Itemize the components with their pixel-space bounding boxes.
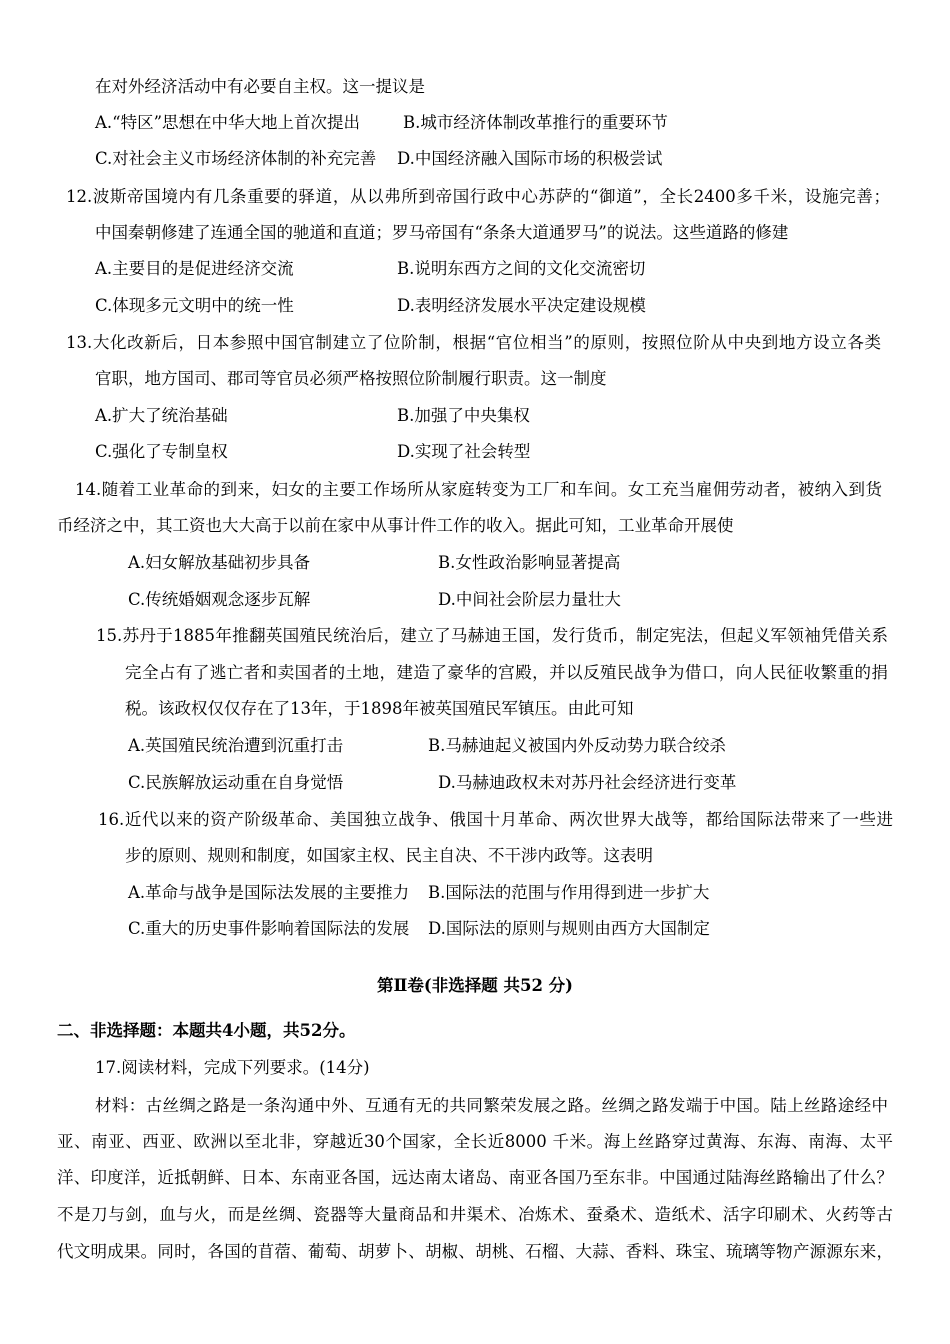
q17-material-line: 不是刀与剑，血与火，而是丝绸、瓷器等大量商品和井渠术、冶炼术、蚕桑术、造纸术、活字印刷术、火药等古	[57, 1205, 893, 1224]
part2-title: 第Ⅱ卷(非选择题 共52 分)	[377, 976, 573, 995]
q14-stem-line: 币经济之中，其工资也大大高于以前在家中从事计件工作的收入。据此可知，工业革命开展使	[57, 516, 734, 535]
q16-option-a: A.革命与战争是国际法发展的主要推力	[128, 883, 410, 902]
q13-stem-line: 13.大化改新后，日本参照中国官制建立了位阶制，根据“官位相当”的原则，按照位阶从中央到地方设立各类	[66, 333, 881, 352]
q11-option-b: B.城市经济体制改革推行的重要环节	[403, 113, 668, 132]
q13-stem-line: 官职，地方国司、郡司等官员必须严格按照位阶制履行职责。这一制度	[95, 369, 607, 388]
q15-option-a: A.英国殖民统治遭到沉重打击	[128, 736, 344, 755]
q17-material-line: 亚、南亚、西亚、欧洲以至北非，穿越近30个国家，全长近8000 千米。海上丝路穿过黄海、东海、南海、太平	[57, 1132, 893, 1151]
q15-option-b: B.马赫迪起义被国内外反动势力联合绞杀	[428, 736, 726, 755]
q12-stem-line: 中国秦朝修建了连通全国的驰道和直道；罗马帝国有“条条大道通罗马”的说法。这些道路的修建	[95, 223, 789, 242]
q16-option-b: B.国际法的范围与作用得到进一步扩大	[428, 883, 710, 902]
q11-option-c: C.对社会主义市场经济体制的补充完善	[95, 149, 377, 168]
q16-stem-line: 16.近代以来的资产阶级革命、美国独立战争、俄国十月革命、两次世界大战等，都给国际法带来了一些进	[98, 810, 893, 829]
q17-material-line: 材料：古丝绸之路是一条沟通中外、互通有无的共同繁荣发展之路。丝绸之路发端于中国。陆上丝路途经中	[95, 1096, 888, 1115]
q11-option-a: A.“特区”思想在中华大地上首次提出	[95, 113, 361, 132]
q16-option-d: D.国际法的原则与规则由西方大国制定	[428, 919, 710, 938]
q14-option-b: B.女性政治影响显著提高	[438, 553, 621, 572]
q12-option-b: B.说明东西方之间的文化交流密切	[397, 259, 646, 278]
q13-option-c: C.强化了专制皇权	[95, 442, 228, 461]
q15-option-d: D.马赫迪政权未对苏丹社会经济进行变革	[438, 773, 737, 792]
q17-prompt: 17.阅读材料，完成下列要求。(14分)	[95, 1058, 370, 1077]
q17-material-line: 代文明成果。同时，各国的苜蓿、葡萄、胡萝卜、胡椒、胡桃、石榴、大蒜、香料、珠宝、琉璃等物产源源东来，	[57, 1242, 893, 1261]
q15-stem-line: 税。该政权仅仅存在了13年，于1898年被英国殖民军镇压。由此可知	[125, 699, 634, 718]
q16-option-c: C.重大的历史事件影响着国际法的发展	[128, 919, 410, 938]
q11-option-d: D.中国经济融入国际市场的积极尝试	[397, 149, 663, 168]
q14-option-a: A.妇女解放基础初步具备	[128, 553, 311, 572]
q16-stem-line: 步的原则、规则和制度，如国家主权、民主自决、不干涉内政等。这表明	[125, 846, 653, 865]
q14-stem-line: 14.随着工业革命的到来，妇女的主要工作场所从家庭转变为工厂和车间。女工充当雇佣劳动者，被纳入到货	[75, 480, 882, 499]
q12-option-d: D.表明经济发展水平决定建设规模	[397, 296, 646, 315]
q13-option-a: A.扩大了统治基础	[95, 406, 228, 425]
q17-material-line: 洋、印度洋，近抵朝鲜、日本、东南亚各国，远达南太诸岛、南亚各国乃至东非。中国通过陆海丝路输出了什么？	[57, 1168, 893, 1187]
q14-option-d: D.中间社会阶层力量壮大	[438, 590, 621, 609]
q11-stem-line: 在对外经济活动中有必要自主权。这一提议是	[95, 77, 425, 96]
q12-option-c: C.体现多元文明中的统一性	[95, 296, 294, 315]
q15-stem-line: 完全占有了逃亡者和卖国者的土地，建造了豪华的宫殿，并以反殖民战争为借口，向人民征收繁重的捐	[125, 663, 888, 682]
q14-option-c: C.传统婚姻观念逐步瓦解	[128, 590, 311, 609]
q12-option-a: A.主要目的是促进经济交流	[95, 259, 294, 278]
part2-heading: 二、非选择题：本题共4小题，共52分。	[57, 1021, 356, 1040]
q15-stem-line: 15.苏丹于1885年推翻英国殖民统治后，建立了马赫迪王国，发行货币，制定宪法，但起义军领袖凭借关系	[96, 626, 888, 645]
q12-stem-line: 12.波斯帝国境内有几条重要的驿道，从以弗所到帝国行政中心苏萨的“御道”，全长2400多千米，设施完善；	[66, 187, 890, 206]
q13-option-b: B.加强了中央集权	[397, 406, 530, 425]
q15-option-c: C.民族解放运动重在自身觉悟	[128, 773, 344, 792]
q13-option-d: D.实现了社会转型	[397, 442, 531, 461]
